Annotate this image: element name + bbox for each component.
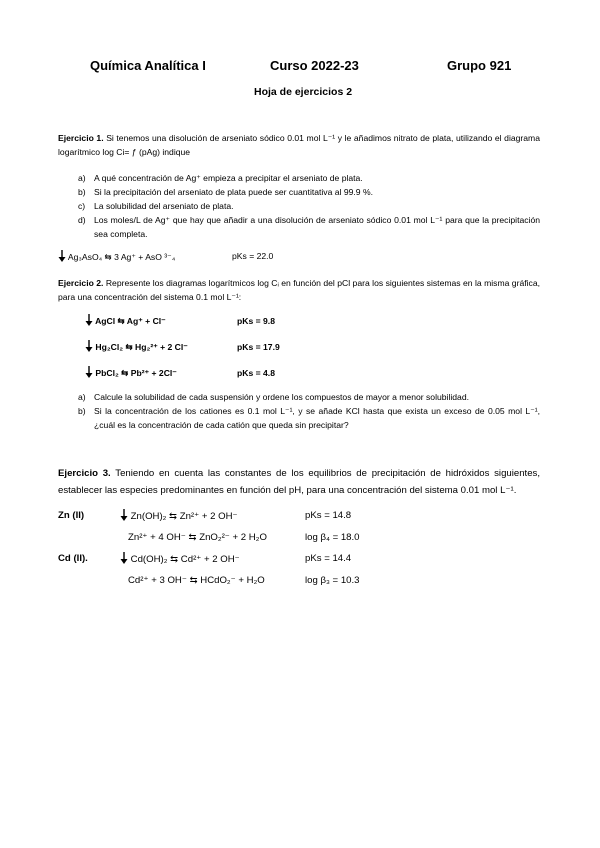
precipitate-arrow-icon bbox=[85, 340, 93, 352]
zn-label: Zn (II) bbox=[58, 510, 85, 521]
exercise-1-text: Si tenemos una disolución de arseniato sódico 0.01 mol L⁻¹ y le añadimos nitrato de plata, utilizando el diagrama logarítmico log Ci= ƒ (pAg) indique bbox=[58, 133, 540, 157]
ex2-item-b: Si la concentración de los cationes es 0.1 mol L⁻¹, y se añade KCl hasta que exista un exceso de 0.05 mol L⁻¹, ¿cuál es la concentración de cada catión que queda sin precipitar? bbox=[94, 406, 540, 430]
course-year: Curso 2022-23 bbox=[270, 58, 359, 73]
ex2-equation-agcl-text: AgCl ⇆ Ag⁺ + Cl⁻ bbox=[95, 316, 166, 326]
exercise-1-intro bbox=[58, 131, 540, 159]
cd-pks: pKs = 14.4 bbox=[305, 553, 352, 564]
ex1-item-c: La solubilidad del arseniato de plata. bbox=[94, 201, 234, 211]
ex2-pks-agcl: pKs = 9.8 bbox=[237, 316, 275, 326]
ex1-item-b-marker: b) bbox=[78, 187, 86, 197]
ex1-pks: pKs = 22.0 bbox=[232, 251, 274, 261]
cd-log-beta: log β₃ = 10.3 bbox=[305, 575, 360, 586]
exercise-2-text: Represente los diagramas logarítmicos log Cᵢ en función del pCl para los siguientes sistemas en la misma gráfica, para una concentración del sistema 0.1 mol L⁻¹: bbox=[58, 278, 540, 302]
precipitate-arrow-icon bbox=[120, 552, 128, 564]
ex1-item-a: A qué concentración de Ag⁺ empieza a precipitar el arseniato de plata. bbox=[94, 173, 363, 183]
exercise-3-intro bbox=[58, 465, 540, 499]
ex1-item-a-marker: a) bbox=[78, 173, 86, 183]
exercise-1-label: Ejercicio 1. bbox=[58, 133, 104, 143]
group-number: Grupo 921 bbox=[447, 58, 512, 73]
exercise-3-text: Teniendo en cuenta las constantes de los equilibrios de precipitación de hidróxidos siguientes, establecer las especies predominantes en función del pH, para una concentración del sistema 0.01 mol L⁻¹. bbox=[58, 468, 541, 496]
ex2-equation-pbcl2-text: PbCl₂ ⇆ Pb²⁺ + 2Cl⁻ bbox=[95, 368, 177, 378]
cd-equation-1-text: Cd(OH)₂ ⇆ Cd²⁺ + 2 OH⁻ bbox=[130, 554, 240, 565]
ex2-equation-pbcl2 bbox=[85, 366, 177, 379]
ex1-equation: Ag₃AsO₄ ⇆ 3 Ag⁺ + AsO ³⁻₄ bbox=[67, 252, 176, 262]
ex2-pks-pbcl2: pKs = 4.8 bbox=[237, 368, 275, 378]
sheet-title: Hoja de ejercicios 2 bbox=[254, 86, 353, 98]
zn-log-beta: log β₄ = 18.0 bbox=[305, 532, 360, 543]
ex2-equation-agcl bbox=[85, 314, 166, 327]
ex1-item-b: Si la precipitación del arseniato de plata puede ser cuantitativa al 99.9 %. bbox=[94, 187, 373, 197]
cd-equation-1 bbox=[120, 552, 240, 565]
zn-pks: pKs = 14.8 bbox=[305, 510, 352, 521]
ex2-item-a-marker: a) bbox=[78, 392, 86, 402]
precipitate-arrow-icon bbox=[85, 366, 93, 378]
ex2-equation-hg2cl2-text: Hg₂Cl₂ ⇆ Hg₂²⁺ + 2 Cl⁻ bbox=[95, 342, 188, 352]
ex1-item-d-marker: d) bbox=[78, 215, 86, 225]
ex2-item-b-marker: b) bbox=[78, 406, 86, 416]
zn-equation-1-text: Zn(OH)₂ ⇆ Zn²⁺ + 2 OH⁻ bbox=[130, 511, 238, 522]
exercise-2-label: Ejercicio 2. bbox=[58, 278, 104, 288]
ex2-pks-hg2cl2: pKs = 17.9 bbox=[237, 342, 280, 352]
ex1-equation-row bbox=[58, 250, 175, 263]
cd-label: Cd (II). bbox=[58, 553, 88, 564]
zn-equation-1 bbox=[120, 509, 238, 522]
ex1-item-d: Los moles/L de Ag⁺ que hay que añadir a una disolución de arseniato sódico 0.01 mol L⁻¹ para que la precipitación sea completa. bbox=[94, 215, 540, 239]
ex2-item-a: Calcule la solubilidad de cada suspensión y ordene los compuestos de mayor a menor solubilidad. bbox=[94, 392, 470, 402]
subject-title: Química Analítica I bbox=[90, 58, 206, 73]
zn-equation-2: Zn²⁺ + 4 OH⁻ ⇆ ZnO₂²⁻ + 2 H₂O bbox=[128, 532, 267, 543]
exercise-2-intro bbox=[58, 276, 540, 304]
ex2-equation-hg2cl2 bbox=[85, 340, 188, 353]
precipitate-arrow-icon bbox=[58, 250, 66, 262]
precipitate-arrow-icon bbox=[85, 314, 93, 326]
exercise-3-label: Ejercicio 3. bbox=[58, 468, 111, 479]
precipitate-arrow-icon bbox=[120, 509, 128, 521]
ex1-item-c-marker: c) bbox=[78, 201, 86, 211]
cd-equation-2: Cd²⁺ + 3 OH⁻ ⇆ HCdO₂⁻ + H₂O bbox=[128, 575, 265, 586]
